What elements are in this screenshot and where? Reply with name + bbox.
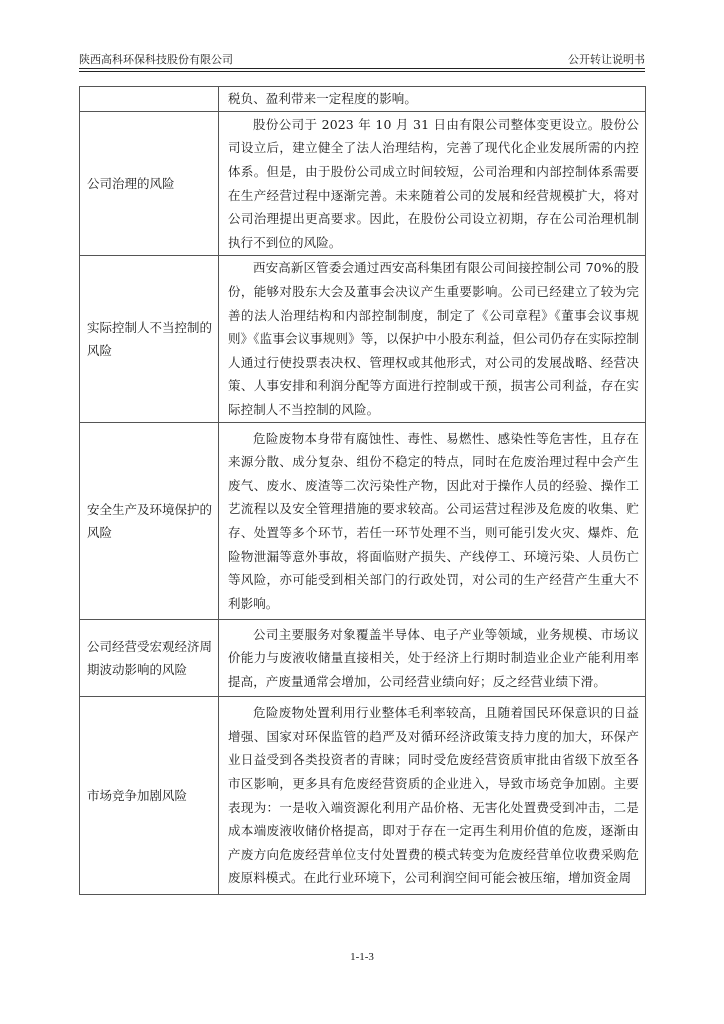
page-number: 1-1-3 — [350, 951, 374, 963]
risk-name-cell — [80, 87, 219, 112]
table-row — [80, 423, 646, 620]
company-name: 陕西高科环保科技股份有限公司 — [79, 53, 233, 66]
risk-desc-cell: 危险废物处置利用行业整体毛利率较高，且随着国民环保意识的日益增强、国家对环保监管的趋严及对循环经济政策支持力度的加大，环保产业日益受到各类投资者的青睐；同时受危废经营资质审批由省级下放至各市区影响，更多具有危废经营资质的企业进入，导致市场竞争加剧。主要表现为：一是收入端资源化利用产品价格、无害化处置费受到冲击，二是成本端废液收储价格提高，即对于存在一定再生利用价值的危废，逐渐由产废方向危废经营单位支付处置费的模式转变为危废经营单位收费采购危废原料模式。在此行业环境下，公司利润空间可能会被压缩，增加资金周 — [219, 697, 646, 895]
risk-desc-cell: 公司主要服务对象覆盖半导体、电子产业等领域，业务规模、市场议价能力与废液收储量直接相关，处于经济上行期时制造业企业产能利用率提高，产废量通常会增加，公司经营业绩向好；反之经营业绩下滑。 — [219, 620, 646, 697]
header-rule-thin — [79, 68, 645, 69]
table-row — [80, 620, 646, 697]
table-row — [80, 256, 646, 423]
risk-desc-cell: 股份公司于 2023 年 10 月 31 日由有限公司整体变更设立。股份公司设立后，建立健全了法人治理结构，完善了现代化企业发展所需的内控体系。但是，由于股份公司成立时间较短，公司治理和内部控制体系需要在生产经营过程中逐渐完善。未来随着公司的发展和经营规模扩大，将对公司治理提出更高要求。因此，在股份公司设立初期，存在公司治理机制执行不到位的风险。 — [219, 112, 646, 256]
table-row — [80, 87, 646, 112]
risk-table — [79, 86, 646, 895]
risk-name-cell: 公司治理的风险 — [80, 112, 219, 256]
risk-name-cell: 实际控制人不当控制的风险 — [80, 256, 219, 423]
risk-desc-cell: 税负、盈利带来一定程度的影响。 — [219, 87, 646, 112]
risk-name-cell: 公司经营受宏观经济周期波动影响的风险 — [80, 620, 219, 697]
table-row — [80, 697, 646, 895]
risk-name-cell: 市场竞争加剧风险 — [80, 697, 219, 895]
table-row — [80, 112, 646, 256]
risk-desc-cell: 危险废物本身带有腐蚀性、毒性、易燃性、感染性等危害性，且存在来源分散、成分复杂、组份不稳定的特点，同时在危废治理过程中会产生废气、废水、废渣等二次污染性产物，因此对于操作人员的经验、操作工艺流程以及安全管理措施的要求较高。公司运营过程涉及危废的收集、贮存、处置等多个环节，若任一环节处理不当，则可能引发火灾、爆炸、危险物泄漏等意外事故，将面临财产损失、产线停工、环境污染、人员伤亡等风险，亦可能受到相关部门的行政处罚，对公司的生产经营产生重大不利影响。 — [219, 423, 646, 620]
page-header — [79, 50, 645, 68]
risk-name-cell: 安全生产及环境保护的风险 — [80, 423, 219, 620]
header-rule-thick — [79, 71, 645, 72]
document-title: 公开转让说明书 — [568, 53, 645, 66]
risk-desc-cell: 西安高新区管委会通过西安高科集团有限公司间接控制公司 70%的股份，能够对股东大会及董事会决议产生重要影响。公司已经建立了较为完善的法人治理结构和内部控制制度，制定了《公司章程》《董事会议事规则》《监事会议事规则》等，以保护中小股东利益，但公司仍存在实际控制人通过行使投票表决权、管理权或其他形式，对公司的发展战略、经营决策、人事安排和利润分配等方面进行控制或干预，损害公司利益，存在实际控制人不当控制的风险。 — [219, 256, 646, 423]
